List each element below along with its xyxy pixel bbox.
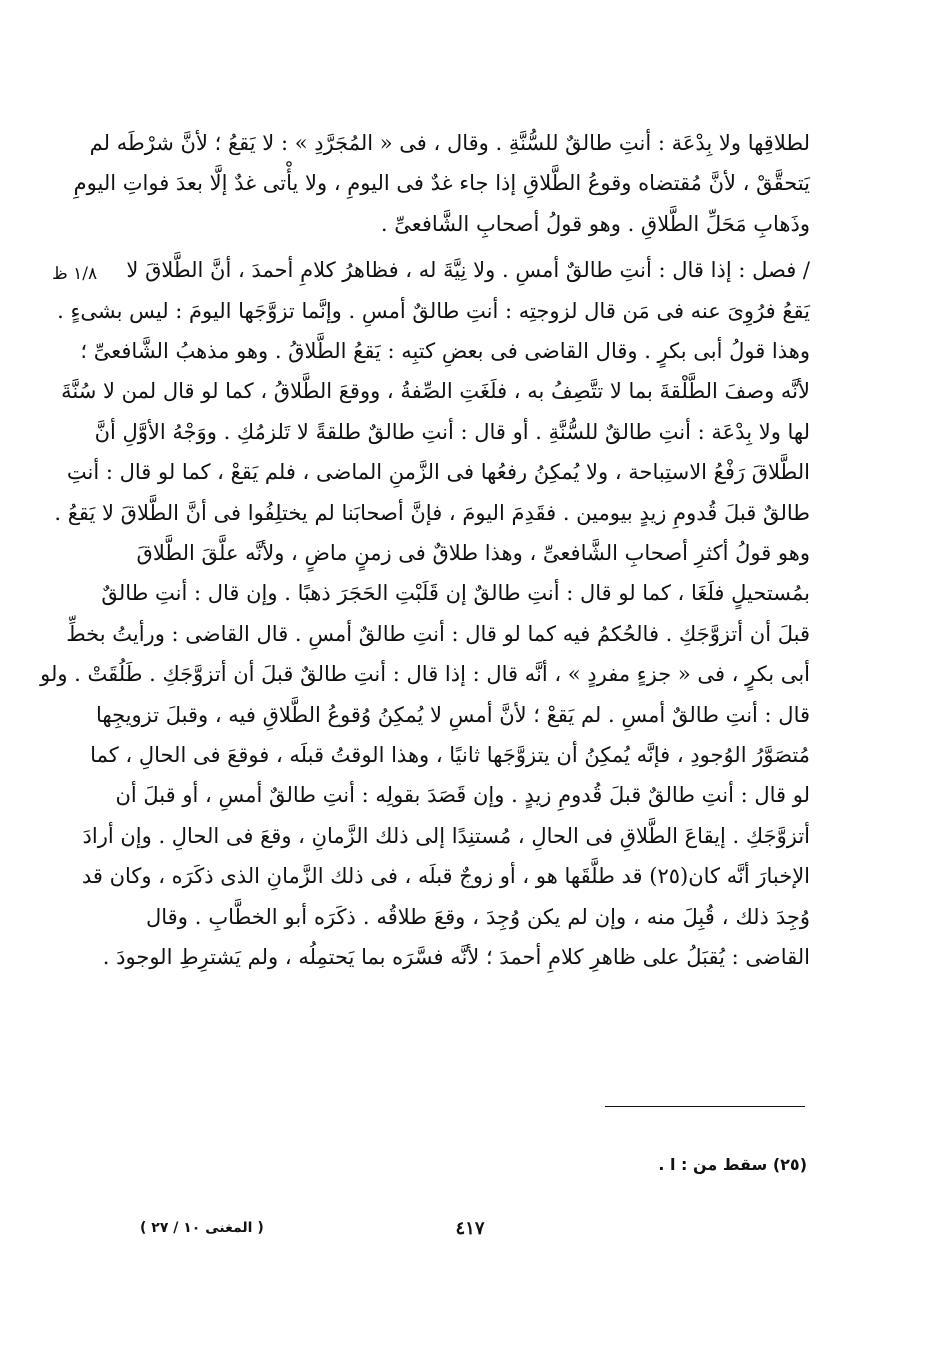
text-line: قال : أنتِ طالقٌ أمسِ . لم يَقعْ ؛ لأنَّ أمسِ لا يُمكِنُ وُقوعُ الطَّلاقِ فيه ، وقبلَ تزويجِها xyxy=(96,703,810,727)
text-line: وهو قولُ أكثرِ أصحابِ الشَّافعىِّ ، وهذا طلاقٌ فى زمنٍ ماضٍ ، ولأنَّه علَّقَ الطَّلاقَ xyxy=(136,541,810,565)
page-number: ٤١٧ xyxy=(455,1218,485,1239)
text-line: لها ولا بِدْعَة : أنتِ طالقٌ للسُّنَّةِ . أو قال : أنتِ طالقٌ طلقةً لا تَلزمُكِ . ووَجْهُ الأوَّلِ أنَّ xyxy=(94,420,810,444)
text-line: بمُستحيلٍ فلَغَا ، كما لو قال : أنتِ طالقٌ إن قَلَبْتِ الحَجَرَ ذهبًا . وإن قال : أنتِ طالقٌ xyxy=(101,581,810,605)
text-line: وُجِدَ ذلك ، قُبِلَ منه ، وإن لم يكن وُجِدَ ، وقعَ طلاقُه . ذكَرَه أبو الخطَّابِ . وقال xyxy=(146,905,810,929)
text-line: أبى بكرٍ ، فى « جزءٍ مفردٍ » ، أنَّه قال : إذا قال : أنتِ طالقٌ قبلَ أن أتزوَّجَكِ . طَلُقَتْ . ولو xyxy=(40,662,810,686)
text-line: أتزوَّجَكِ . إيقاعَ الطَّلاقِ فى الحالِ ، مُستنِدًا إلى ذلك الزَّمانِ ، وقعَ فى الحالِ . وإن أرادَ xyxy=(82,824,810,848)
text-line: القاضى : يُقبَلُ على ظاهرِ كلامِ أحمدَ ؛ لأنَّه فسَّرَه بما يَحتمِلُه ، ولم يَشترِطِ الوجودَ . xyxy=(102,945,810,969)
book-signature: ( المغنى ١٠ / ٢٧ ) xyxy=(140,1220,264,1236)
text-line: / فصل : إذا قال : أنتِ طالقٌ أمسِ . ولا نِيَّةَ له ، فظاهرُ كلامِ أحمدَ ، أنَّ الطَّلاقَ لا xyxy=(126,258,810,282)
text-line: الطَّلاقَ رَفْعُ الاستِباحة ، ولا يُمكِنُ رفعُها فى الزَّمنِ الماضى ، فلم يَقعْ ، كما لو قال : أنتِ xyxy=(66,460,810,484)
text-line: يَقعُ فرُوِىَ عنه فى مَن قال لزوجتِه : أنتِ طالقٌ أمسِ . وإنَّما تزوَّجَها اليومَ : ليس بشىءٍ . xyxy=(57,299,810,323)
text-line: لو قال : أنتِ طالقٌ قبلَ قُدومِ زيدٍ . وإن قَصَدَ بقولِه : أنتِ طالقٌ أمسِ ، أو قبلَ أن xyxy=(115,783,810,807)
text-line: مُتصَوَّرُ الوُجودِ ، فإنَّه يُمكِنُ أن يتزوَّجَها ثانيًا ، وهذا الوقتُ قبلَه ، فوقعَ فى الحالِ ، كما xyxy=(90,743,810,767)
text-line: قبلَ أن أتزوَّجَكِ . فالحُكمُ فيه كما لو قال : أنتِ طالقٌ أمسِ . قال القاضى : ورأيتُ بخطِّ xyxy=(66,622,810,646)
footnote: (٢٥) سقط من : ا . xyxy=(658,1155,807,1174)
text-line: وذَهابِ مَحَلِّ الطَّلاقِ . وهو قولُ أصحابِ الشَّافعىِّ . xyxy=(380,212,810,236)
text-line: وهذا قولُ أبى بكرٍ . وقال القاضى فى بعضِ كتبِه : يَقعُ الطَّلاقُ . وهو مذهبُ الشَّافعىِّ ؛ xyxy=(80,339,810,363)
manuscript-folio-note: ١/٨ ظ xyxy=(52,264,98,284)
text-line: طالقٌ قبلَ قُدومِ زيدٍ بيومين . فقَدِمَ اليومَ ، فإنَّ أصحابَنا لم يختلِفُوا فى أنَّ الطَّلاقَ لا يَقعُ . xyxy=(54,501,810,525)
text-line: يَتحقَّقْ ، لأنَّ مُقتضاه وقوعُ الطَّلاقِ إذا جاء غدٌ فى اليومِ ، ولا يأْتى غدٌ إلَّا بعدَ فواتِ اليومِ xyxy=(73,171,810,195)
text-line: لطلاقِها ولا بِدْعَة : أنتِ طالقٌ للسُّنَّةِ . وقال ، فى « المُجَرَّدِ » : لا يَقعُ ؛ لأنَّ شرْطَه لم xyxy=(89,131,810,155)
text-line: الإخبارَ أنَّه كان(٢٥) قد طلَّقَها هو ، أو زوجٌ قبلَه ، فى ذلك الزَّمانِ الذى ذكَرَه ، وكان قد xyxy=(81,864,810,888)
footnote-separator xyxy=(605,1106,805,1107)
text-line: لأنَّه وصفَ الطَّلْقةَ بما لا تتَّصِفُ به ، فلَغَتِ الصِّفةُ ، ووقعَ الطَّلاقُ ، كما لو قال لمن لا سُنَّةَ xyxy=(61,379,810,403)
